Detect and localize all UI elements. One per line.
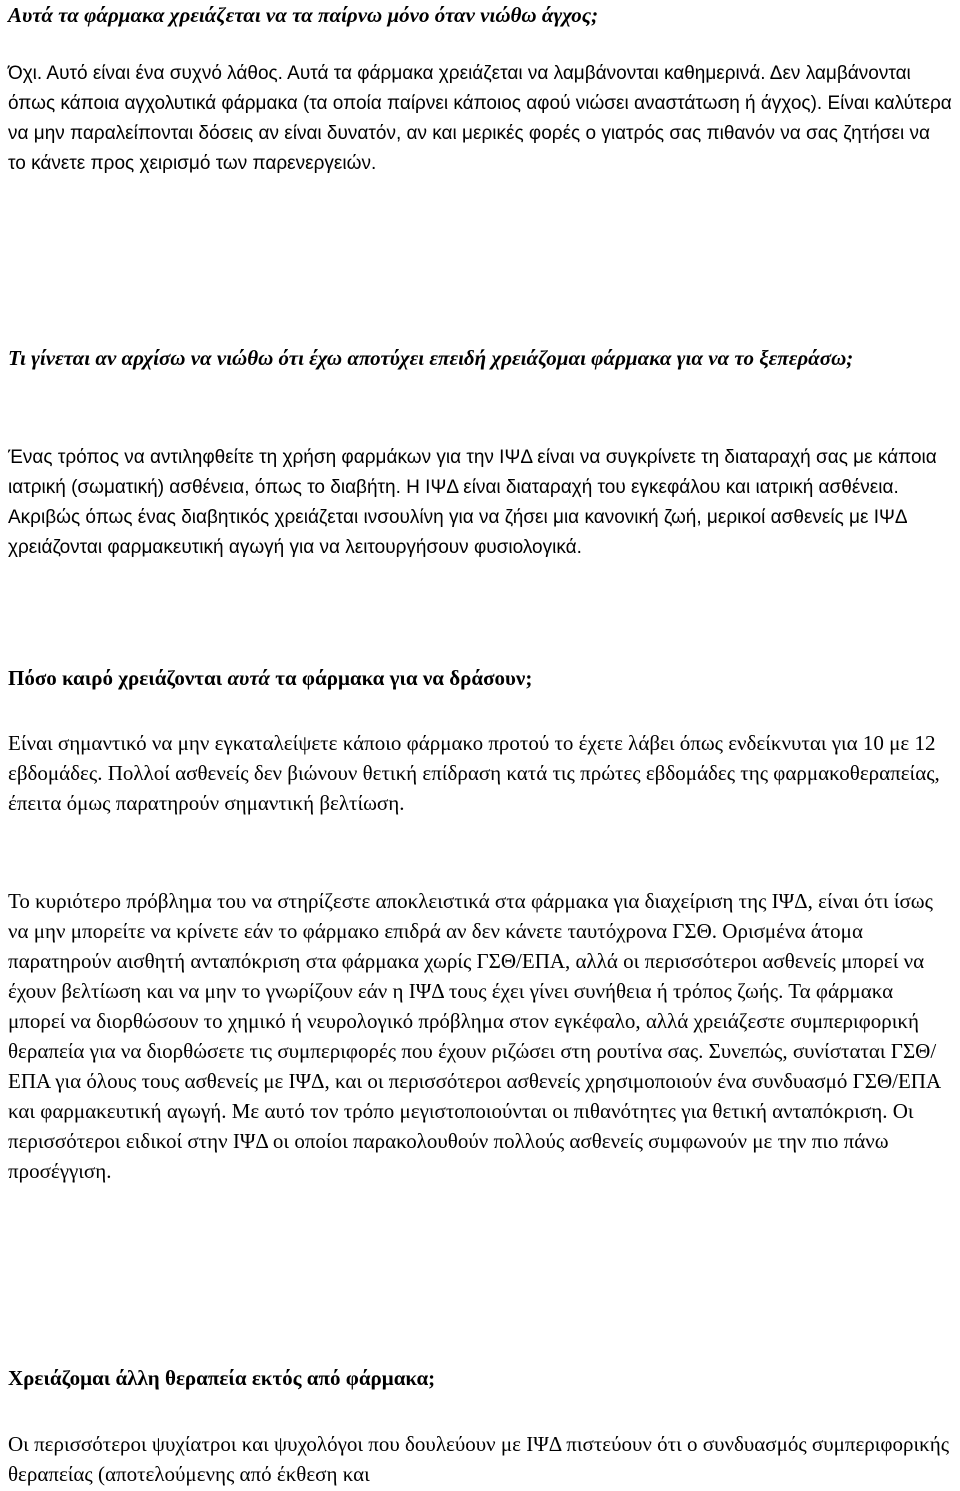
question-heading bbox=[8, 663, 952, 693]
answer-paragraph: Ένας τρόπος να αντιληφθείτε τη χρήση φαρμάκων για την ΙΨΔ είναι να συγκρίνετε τη διαταραχή σας με κάποια ιατρική (σωματική) ασθένεια, όπως το διαβήτη. Η ΙΨΔ είναι διαταραχή του εγκεφάλου και ιατρική ασθένεια. Ακριβώς όπως ένας διαβητικός χρειάζεται ινσουλίνη για να ζήσει μια κανονική ζωή, μερικοί ασθενείς με ΙΨΔ χρειάζονται φαρμακευτική αγωγή για να λειτουργήσουν φυσιολογικά. bbox=[8, 447, 937, 558]
question-heading: Τι γίνεται αν αρχίσω να νιώθω ότι έχω αποτύχει επειδή χρειάζομαι φάρμακα για να το ξεπεράσω; bbox=[8, 346, 854, 370]
question-heading: Χρειάζομαι άλλη θεραπεία εκτός από φάρμακα; bbox=[8, 1366, 436, 1390]
question-heading: Αυτά τα φάρμακα χρειάζεται να τα παίρνω μόνο όταν νιώθω άγχος; bbox=[8, 3, 599, 27]
question-text: Πόσο καιρό χρειάζονται bbox=[8, 666, 228, 690]
answer-paragraph: Είναι σημαντικό να μην εγκαταλείψετε κάποιο φάρμακο προτού το έχετε λάβει όπως ενδείκνυται για 10 με 12 εβδομάδες. Πολλοί ασθενείς δεν βιώνουν θετική επίδραση κατά τις πρώτες εβδομάδες της φαρμακοθεραπείας, έπειτα όμως παρατηρούν σημαντική βελτίωση. bbox=[8, 731, 940, 815]
question-text-italic: αυτά bbox=[227, 666, 270, 690]
answer-paragraph: Όχι. Αυτό είναι ένα συχνό λάθος. Αυτά τα φάρμακα χρειάζεται να λαμβάνονται καθημερινά. Δεν λαμβάνονται όπως κάποια αγχολυτικά φάρμακα (τα οποία παίρνει κάποιος αφού νιώσει αναστάτωση ή άγχος). Είναι καλύτερα να μην παραλείπονται δόσεις αν είναι δυνατόν, αν και μερικές φορές ο γιατρός σας πιθανόν να σας ζητήσει να το κάνετε προς χειρισμό των παρενεργειών. bbox=[8, 63, 952, 174]
answer-paragraph: Οι περισσότεροι ψυχίατροι και ψυχολόγοι που δουλεύουν με ΙΨΔ πιστεύουν ότι ο συνδυασμός συμπεριφορικής θεραπείας (αποτελούμενης από έκθεση και bbox=[8, 1432, 950, 1486]
question-text: τα φάρμακα για να δράσουν; bbox=[269, 666, 533, 690]
answer-paragraph: Το κυριότερο πρόβλημα του να στηρίζεστε αποκλειστικά στα φάρμακα για διαχείριση της ΙΨΔ, είναι ότι ίσως να μην μπορείτε να κρίνετε εάν το φάρμακο επιδρά αν δεν κάνετε ταυτόχρονα ΓΣΘ. Ορισμένα άτομα παρατηρούν αισθητή ανταπόκριση στα φάρμακα χωρίς ΓΣΘ/ΕΠΑ, αλλά οι περισσότεροι ασθενείς μπορεί να έχουν βελτίωση και να μην το γνωρίζουν εάν η ΙΨΔ τους έχει γίνει συνήθεια ή τρόπος ζωής. Τα φάρμακα μπορεί να διορθώσουν το χημικό ή νευρολογικό πρόβλημα στον εγκέφαλο, αλλά χρειάζεστε συμπεριφορική θεραπεία για να διορθώσετε τις συμπεριφορές που έχουν ριζώσει στη ρουτίνα σας. Συνεπώς, συνίσταται ΓΣΘ/ΕΠΑ για όλους τους ασθενείς με ΙΨΔ, και οι περισσότεροι ασθενείς χρησιμοποιούν ένα συνδυασμό ΓΣΘ/ΕΠΑ και φαρμακευτική αγωγή. Με αυτό τον τρόπο μεγιστοποιούνται οι πιθανότητες για θετική ανταπόκριση. Οι περισσότεροι ειδικοί στην ΙΨΔ οι οποίοι παρακολουθούν πολλούς ασθενείς συμφωνούν με την πιο πάνω προσέγγιση. bbox=[8, 889, 940, 1183]
